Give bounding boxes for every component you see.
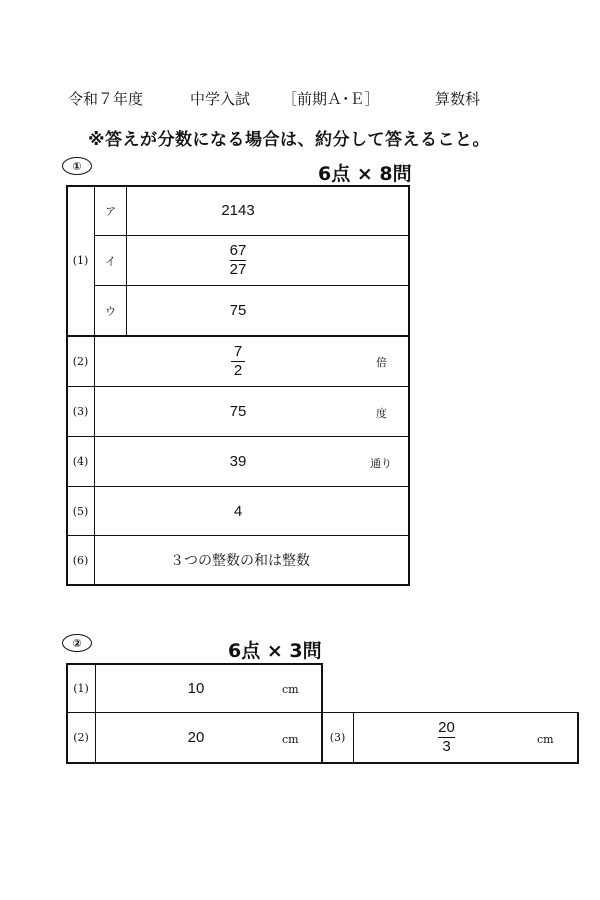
fraction [231,344,245,379]
q2-label: (2) [72,355,89,368]
fraction-numerator: 67 [229,242,247,260]
instruction-note: ※答えが分数になる場合は、約分して答えること。 [88,130,491,150]
q6-answer: ３つの整数の和は整数 [170,553,310,569]
section1-number: ① [62,157,92,175]
s2-q1-label: (1) [73,681,89,695]
q6-label: (6) [72,553,89,567]
fraction [230,243,247,278]
grid-line [321,762,579,764]
q1-part-a-answer: 2143 [221,202,255,219]
q3-label: (3) [72,405,89,418]
q5-answer: 4 [233,502,243,520]
fraction-denominator: 2 [233,362,243,379]
q2-answer [127,337,349,386]
q1-part-a-label: ア [105,204,116,218]
q3-unit: 度 [376,407,387,420]
section2-number: ② [62,634,92,652]
era-year: 令和７年度 [68,90,144,108]
section1-score: 6点 × 8問 [318,163,412,185]
q1-label: (1) [72,254,89,267]
q4-answer: 39 [229,453,247,470]
exam-type: 中学入試 [190,90,251,108]
s2-q2-unit: cm [282,733,299,746]
s2-q3-label: (3) [329,731,346,744]
grid-line [66,762,322,764]
q5-label: (5) [72,504,89,518]
q1-part-c-answer: 75 [229,302,247,319]
grid-line [577,712,579,763]
q1-part-c-label: ウ [105,304,116,318]
fraction [438,720,455,755]
exam-session: ［前期Ａ･Ｅ］ [282,90,380,108]
grid-line [66,584,410,586]
s2-q2-answer: 20 [187,729,205,746]
fraction-denominator: 27 [229,261,247,278]
s2-q3-unit: cm [537,733,554,746]
q1-part-b-answer [127,236,349,285]
fraction-numerator: 20 [438,719,455,737]
q4-unit: 通り [370,457,392,470]
q4-label: (4) [72,455,89,468]
section2-score: 6点 × 3問 [228,640,322,662]
s2-q3-answer [354,713,539,762]
subject: 算数科 [435,90,481,108]
s2-q1-answer: 10 [187,679,205,697]
q2-unit: 倍 [376,356,387,369]
fraction-denominator: 3 [442,738,451,755]
q3-answer: 75 [229,403,247,420]
s2-q2-label: (2) [73,731,89,744]
fraction-numerator: 7 [233,343,243,361]
grid-line [408,185,410,585]
s2-q1-unit: cm [282,683,299,696]
q1-part-b-label: イ [105,254,116,268]
